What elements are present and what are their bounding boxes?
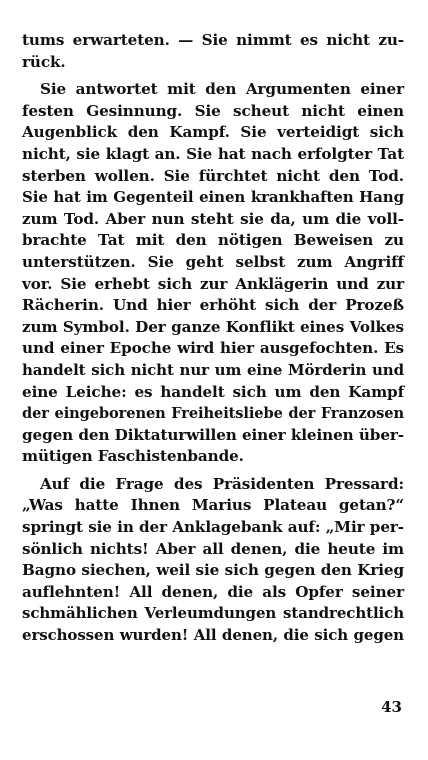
page-number: 43 bbox=[381, 698, 402, 716]
text-line: Sie antwortet mit den Argumenten einer bbox=[40, 80, 404, 99]
text-line: Rächerin. Und hier erhöht sich der Prozeß bbox=[22, 296, 404, 315]
text-line: festen Gesinnung. Sie scheut nicht einen bbox=[22, 101, 404, 120]
text-line: springt sie in der Anklagebank auf: „Mir per- bbox=[22, 518, 404, 537]
text-line: und einer Epoche wird hier ausgefochten. Es bbox=[22, 339, 404, 358]
text-line: sterben wollen. Sie fürchtet nicht den Tod. bbox=[22, 166, 404, 185]
text-line: zum Symbol. Der ganze Konflikt eines Volkes bbox=[22, 317, 404, 336]
text-line: tums erwarteten. — Sie nimmt es nicht zu- bbox=[22, 31, 404, 49]
text-line: der eingeborenen Freiheitsliebe der Franzosen bbox=[22, 405, 404, 423]
paragraph bbox=[22, 30, 404, 73]
text-line: Auf die Frage des Präsidenten Pressard: bbox=[40, 474, 404, 493]
text-line: vor. Sie erhebt sich zur Anklägerin und zur bbox=[22, 274, 404, 293]
text-line: rück. bbox=[22, 52, 66, 71]
text-line: eine Leiche: es handelt sich um den Kampf bbox=[22, 382, 404, 401]
text-line: schmählichen Verleumdungen standrechtlich bbox=[22, 604, 404, 623]
text-line: auflehnten! All denen, die als Opfer seiner bbox=[22, 582, 404, 601]
paragraph bbox=[22, 474, 404, 647]
text-line: unterstützen. Sie geht selbst zum Angriff bbox=[22, 252, 404, 271]
text-line: brachte Tat mit den nötigen Beweisen zu bbox=[22, 231, 404, 250]
text-line: Sie hat im Gegenteil einen krankhaften Hang bbox=[22, 188, 404, 207]
text-line: handelt sich nicht nur um eine Mörderin und bbox=[22, 360, 404, 379]
text-line: gegen den Diktaturwillen einer kleinen über- bbox=[22, 425, 404, 444]
text-line: zum Tod. Aber nun steht sie da, um die voll- bbox=[22, 209, 404, 228]
text-line: nicht, sie klagt an. Sie hat nach erfolgter Tat bbox=[22, 144, 404, 163]
text-line: erschossen wurden! All denen, die sich gegen bbox=[22, 626, 404, 645]
book-page-text bbox=[22, 30, 404, 647]
paragraph bbox=[22, 79, 404, 468]
text-line: Augenblick den Kampf. Sie verteidigt sich bbox=[22, 123, 404, 142]
text-line: sönlich nichts! Aber all denen, die heute im bbox=[22, 539, 404, 558]
text-line: „Was hatte Ihnen Marius Plateau getan?“ bbox=[22, 496, 404, 515]
text-line: Bagno siechen, weil sie sich gegen den Krieg bbox=[22, 561, 404, 580]
text-line: mütigen Faschistenbande. bbox=[22, 447, 244, 466]
